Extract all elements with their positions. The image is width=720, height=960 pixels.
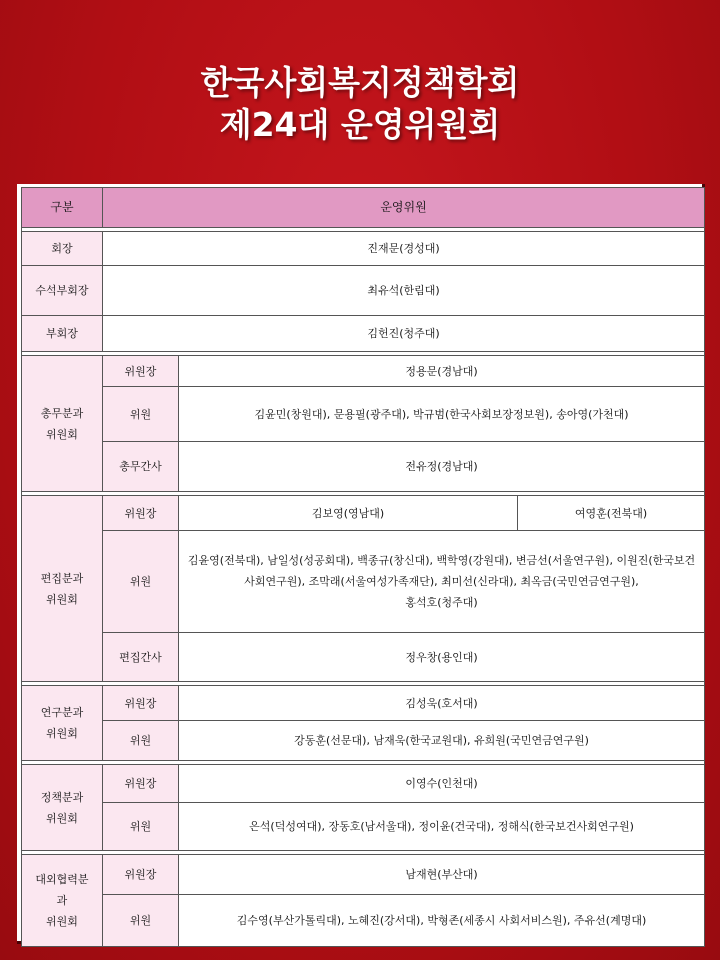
members-label: 위원 — [103, 387, 179, 442]
header-members: 운영위원 — [103, 188, 705, 228]
officer-name: 최유석(한림대) — [103, 266, 705, 316]
title-line-2: 제24대 운영위원회 — [219, 105, 501, 144]
chair-label: 위원장 — [103, 496, 179, 531]
external-committee-name: 대외협력분 과 위원회 — [22, 855, 103, 947]
general-chair-row — [22, 356, 705, 387]
members-label: 위원 — [103, 721, 179, 761]
research-members-row — [22, 721, 705, 761]
general-members: 김윤민(창원대), 문용필(광주대), 박규범(한국사회보장정보원), 송아영(가천대) — [179, 387, 705, 442]
research-committee-name: 연구분과 위원회 — [22, 686, 103, 761]
editorial-secretary-row — [22, 633, 705, 682]
editorial-chair-b: 여영훈(전북대) — [518, 496, 705, 531]
members-label: 위원 — [103, 895, 179, 947]
policy-members: 은석(덕성여대), 장동호(남서울대), 정이윤(건국대), 정해식(한국보건사회연구원) — [179, 803, 705, 851]
secretary-label: 편집간사 — [103, 633, 179, 682]
policy-committee-name: 정책분과 위원회 — [22, 765, 103, 851]
policy-members-row — [22, 803, 705, 851]
officer-name: 김헌진(청주대) — [103, 316, 705, 352]
editorial-committee-name: 편집분과 위원회 — [22, 496, 103, 682]
members-label: 위원 — [103, 803, 179, 851]
general-secretary-row — [22, 442, 705, 492]
officer-name: 진재문(경성대) — [103, 232, 705, 266]
officer-role: 회장 — [22, 232, 103, 266]
editorial-secretary: 정우창(용인대) — [179, 633, 705, 682]
external-members: 김수영(부산가톨릭대), 노혜진(강서대), 박형존(세종시 사회서비스원), 주유선(계명대) — [179, 895, 705, 947]
external-members-row — [22, 895, 705, 947]
chair-label: 위원장 — [103, 765, 179, 803]
research-chair-row — [22, 686, 705, 721]
general-secretary: 전유정(경남대) — [179, 442, 705, 492]
editorial-chair-a: 김보영(영남대) — [179, 496, 518, 531]
policy-chair: 이영수(인천대) — [179, 765, 705, 803]
page-title — [0, 62, 720, 146]
chair-label: 위원장 — [103, 356, 179, 387]
officer-role: 부회장 — [22, 316, 103, 352]
editorial-members-row — [22, 531, 705, 633]
external-chair-row — [22, 855, 705, 895]
officer-row-senior-vp — [22, 266, 705, 316]
header-row — [22, 188, 705, 228]
secretary-label: 총무간사 — [103, 442, 179, 492]
members-label: 위원 — [103, 531, 179, 633]
research-chair: 김성욱(호서대) — [179, 686, 705, 721]
policy-chair-row — [22, 765, 705, 803]
committee-table — [21, 187, 705, 947]
general-chair: 정용문(경남대) — [179, 356, 705, 387]
research-members: 강동훈(선문대), 남재욱(한국교원대), 유희원(국민연금연구원) — [179, 721, 705, 761]
officer-row-president — [22, 232, 705, 266]
editorial-chair-row — [22, 496, 705, 531]
officer-role: 수석부회장 — [22, 266, 103, 316]
general-members-row — [22, 387, 705, 442]
officer-row-vp — [22, 316, 705, 352]
chair-label: 위원장 — [103, 855, 179, 895]
chair-label: 위원장 — [103, 686, 179, 721]
general-committee-name: 총무분과 위원회 — [22, 356, 103, 492]
title-line-1: 한국사회복지정책학회 — [200, 63, 520, 102]
editorial-members: 김윤영(전북대), 남일성(성공회대), 백종규(창신대), 백학영(강원대), 변금선(서울연구원), 이원진(한국보건 사회연구원), 조막래(서울여성가족재단), 최미선(신라대), 최옥금(국민연금연구원), 홍석호(청주대) — [179, 531, 705, 633]
header-category: 구분 — [22, 188, 103, 228]
external-chair: 남재현(부산대) — [179, 855, 705, 895]
